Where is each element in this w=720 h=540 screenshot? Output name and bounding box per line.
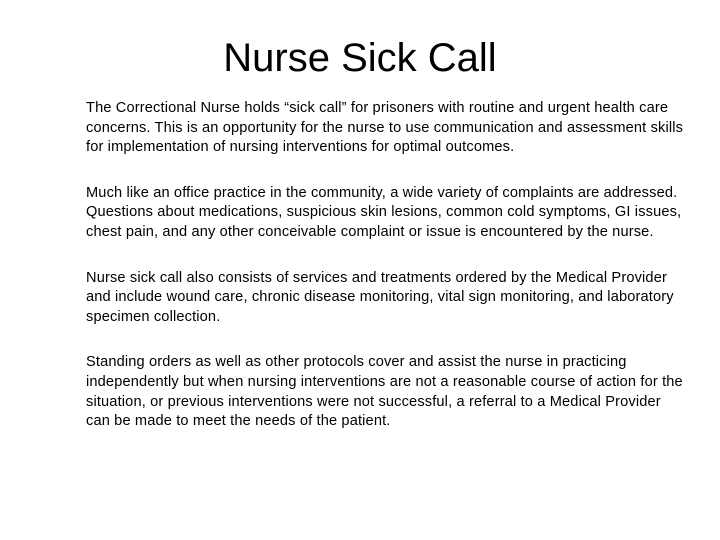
slide-body bbox=[86, 99, 686, 458]
paragraph-complaints: Much like an office practice in the community, a wide variety of complaints are addressed. Questions about medications, suspicious skin lesions, common cold symptoms, GI issues, chest pain, and any other conceivable complaint or issue is encountered by the nurse. bbox=[86, 184, 682, 240]
paragraph-sick-call-intro: The Correctional Nurse holds “sick call” for prisoners with routine and urgent health care concerns. This is an opportunity for the nurse to use communication and assessment skills for implementation of nursing interventions for optimal outcomes. bbox=[86, 100, 684, 156]
paragraph-standing-orders: Standing orders as well as other protocols cover and assist the nurse in practicing independently but when nursing interventions are not a reasonable course of action for the situation, or previous interventions were not successful, a referral to a Medical Provider can be made to meet the needs of the patient. bbox=[86, 354, 683, 430]
slide-title: Nurse Sick Call bbox=[223, 36, 497, 80]
paragraph-services: Nurse sick call also consists of services and treatments ordered by the Medical Provider and include wound care, chronic disease monitoring, vital sign monitoring, and laboratory specimen collection. bbox=[86, 269, 674, 325]
